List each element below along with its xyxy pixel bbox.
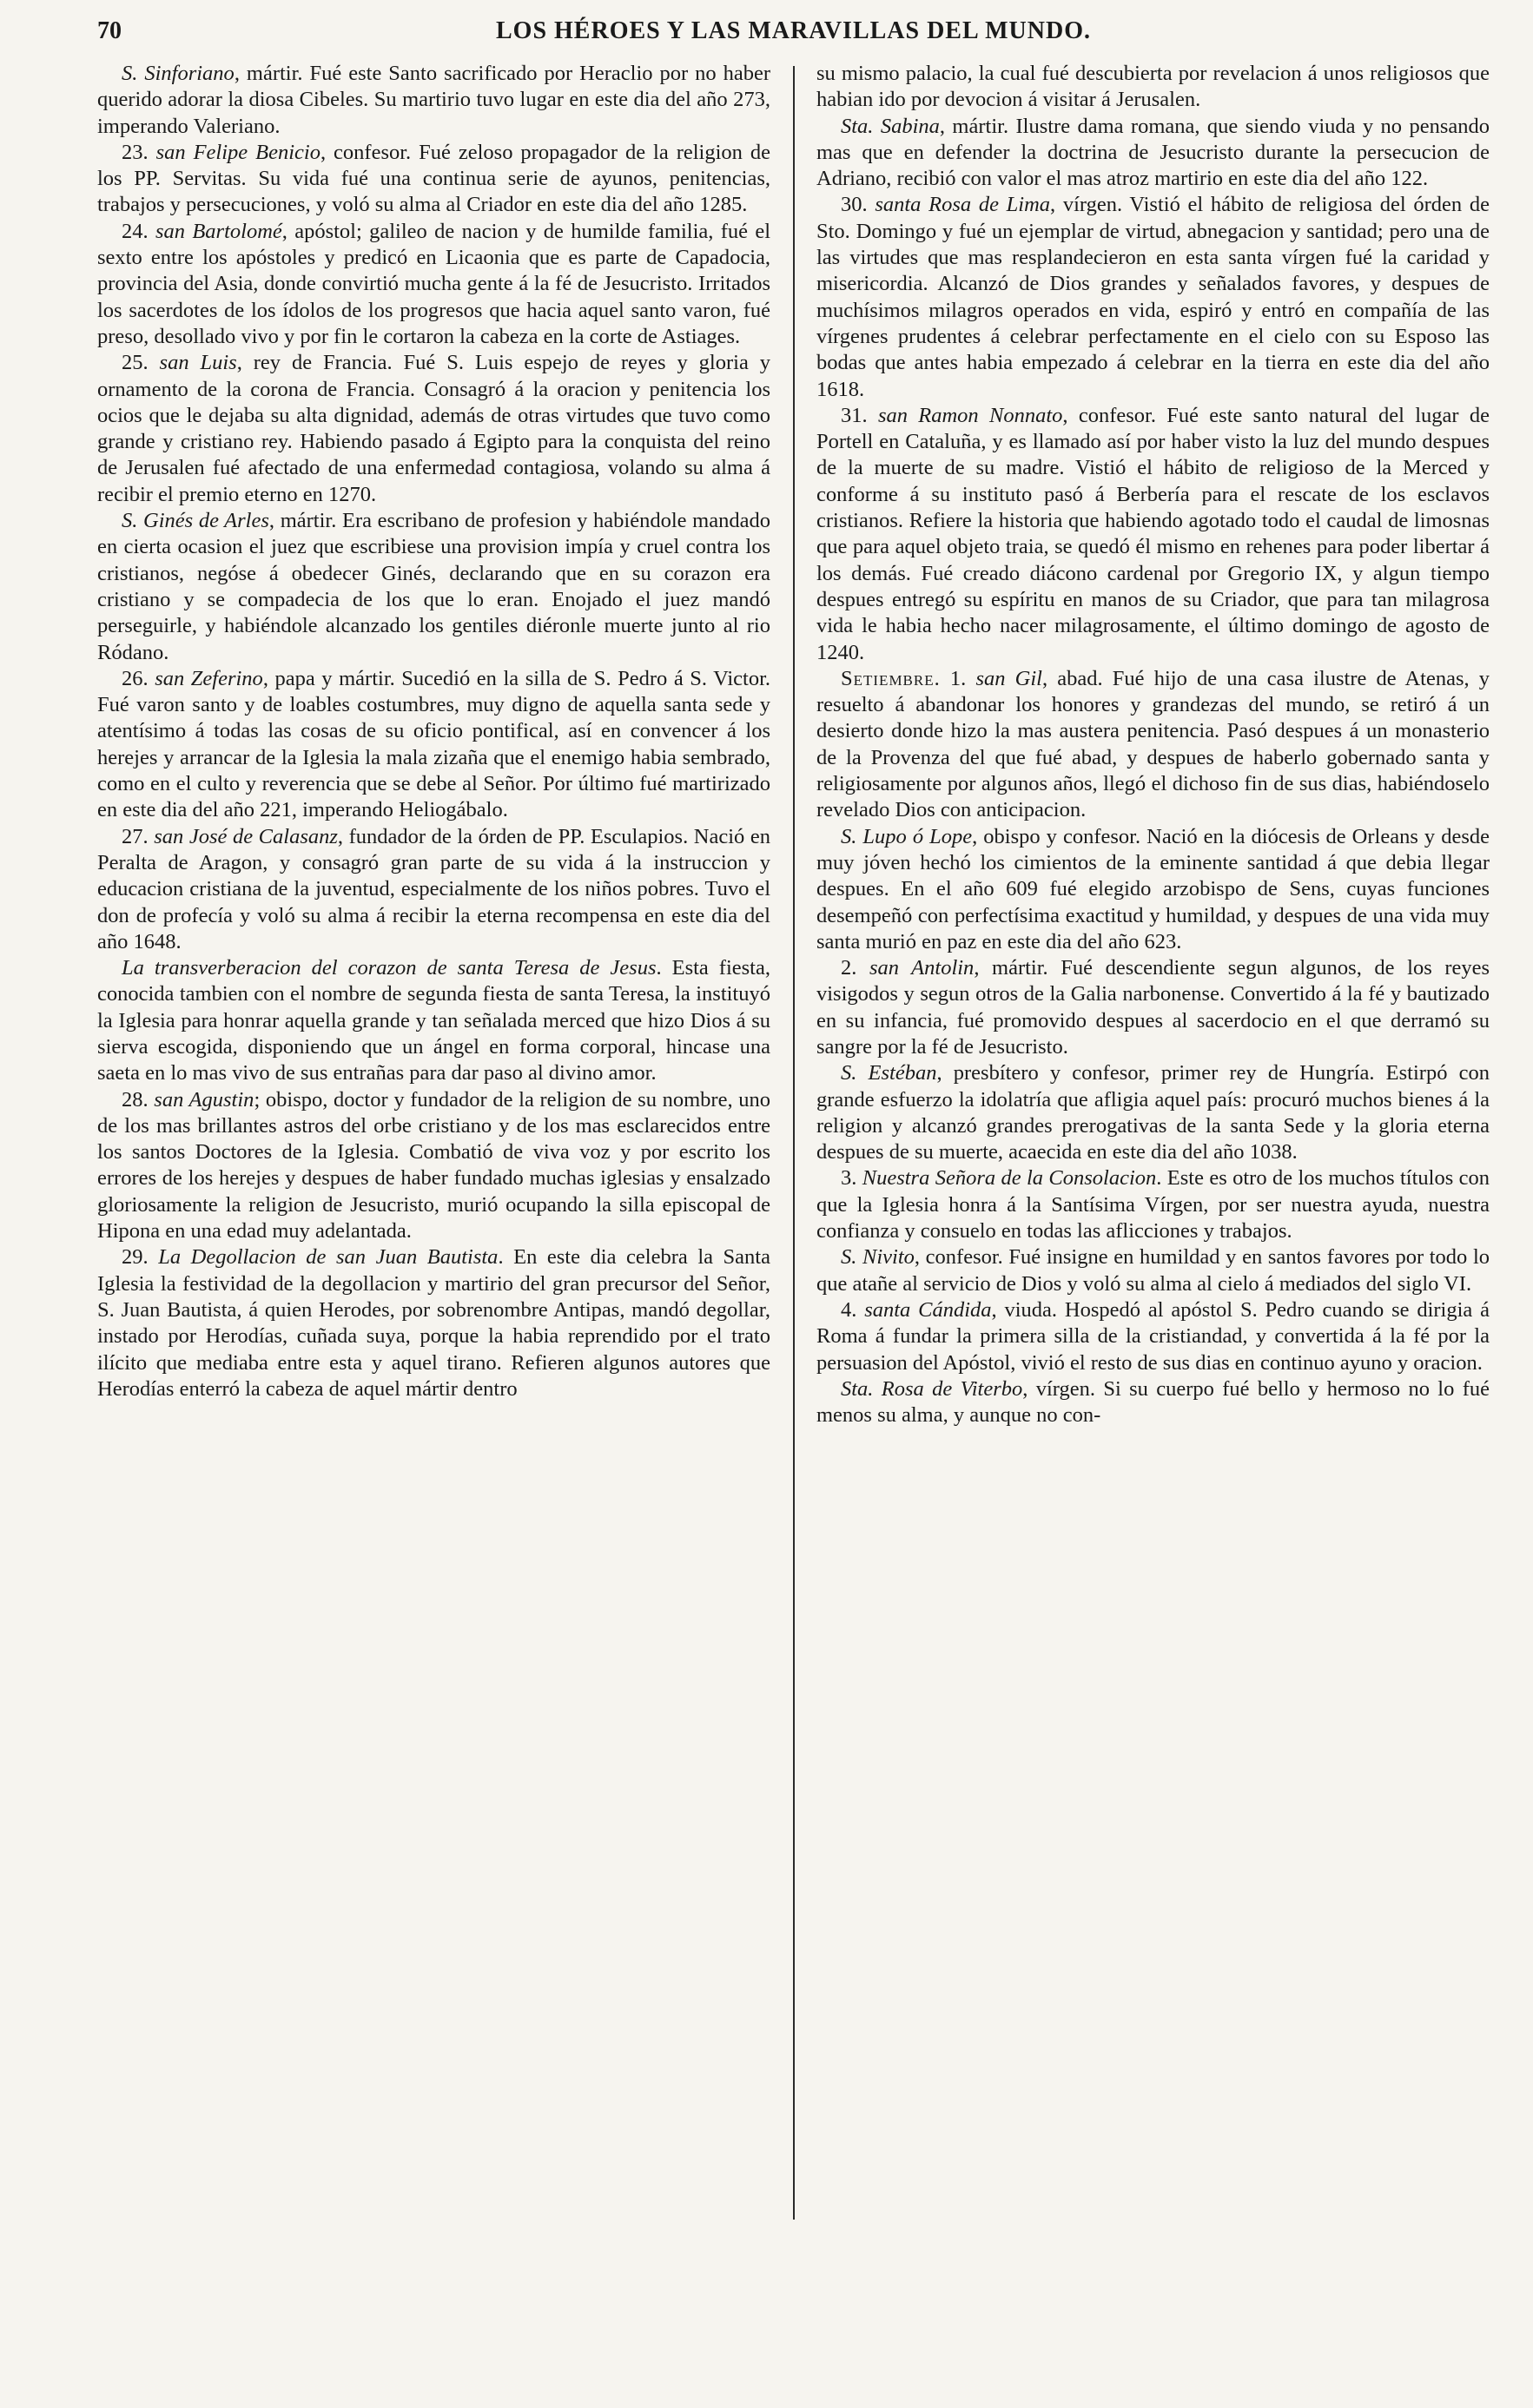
entry-text: ; obispo, doctor y fundador de la religion de su nombre, uno de los mas brillantes astros del orbe cristiano y de los mas esclarecidos entre los santos Doctores de la Iglesia. Combatió de viva voz y por escrito los errores de los herejes y despues de haber fundado muchas iglesias y ensalzado gloriosamente la religion de Jesucristo, murió ocupando la silla episcopal de Hipona en una edad muy adelantada. [97,1087,771,1244]
saint-name: san Gil [975,666,1042,690]
entry-text: su mismo palacio, la cual fué descubierta por revelacion á unos religiosos que habian ido por devocion á visitar á Jerusalen. [816,62,1490,112]
entry-text: , vírgen. Si su cuerpo fué bello y hermoso no lo fué menos su alma, y aunque no con- [816,1376,1490,1428]
entry-paragraph [97,61,770,140]
saint-name: S. Ginés de Arles [122,509,269,533]
entry-paragraph [97,508,770,666]
column-rule [793,66,795,2220]
day-number: 3. [841,1166,857,1191]
saint-name: La transverberacion del corazon de santa Teresa de Jesus [122,956,657,980]
left-column [97,61,770,2220]
entry-paragraph [97,666,770,824]
saint-name: san Zeferino [155,666,263,690]
entry-paragraph [97,824,770,955]
entry-paragraph [816,955,1490,1060]
entry-text: , rey de Francia. Fué S. Luis espejo de reyes y gloria y ornamento de la corona de Francia. Consagró á la oracion y penitencia los ocios que le dejaba su alta dignidad, además de otras virtudes que tuvo como grande y cristiano rey. Habiendo pasado á Egipto para la conquista del reino de Jerusalen fué afectado de una enfermedad contagiosa, volando su alma á recibir el premio eterno en 1270. [97,351,770,506]
saint-name: santa Rosa de Lima [875,193,1051,217]
day-number: 23. [122,140,149,164]
entry-text: , apóstol; galileo de nacion y de humilde familia, fué el sexto entre los apóstoles y predicó en Licaonia que es parte de Capadocia, provincia del Asia, donde convirtió mucha gente á la fé de Jesucristo. Irritados los sacerdotes de los ídolos de los progresos que hacia aquel santo varon, fué preso, desollado vivo y por fin le cortaron la cabeza en la corte de Astiages. [97,219,771,348]
entry-text: , confesor. Fué insigne en humildad y en santos favores por todo lo que atañe al servicio de Dios y voló su alma al cielo á mediados del siglo VI. [816,1245,1490,1296]
entry-paragraph [816,1297,1490,1376]
saint-name: santa Cándida [864,1297,992,1322]
day-number: 24. [122,219,149,243]
saint-name: san Felipe Benicio [155,140,320,164]
saint-name: S. Nivito [841,1245,915,1270]
entry-text: . Este es otro de los muchos títulos con que la Iglesia honra á la Santísima Vírgen, por ser nuestra ayuda, nuestra confianza y consuelo en todas las aflicciones y trabajos. [816,1166,1490,1244]
saint-name: La Degollacion de san Juan Bautista [158,1245,499,1270]
entry-text: , vírgen. Vistió el hábito de religiosa del órden de Sto. Domingo y fué un ejemplar de virtud, abnegacion y santidad; pero una de las virtudes que mas resplandecieron en esta santa vírgen fué la caridad y misericordia. Alcanzó de Dios grandes y señalados favores, y despues de muchísimos milagros operados en vida, espiró y entró en compañía de las vírgenes prudentes á celebrar perfectamente en el cielo con su Esposo las bodas que antes habia empezado á celebrar en la tierra en este dia del año 1618. [816,193,1490,401]
entry-text: , confesor. Fué este santo natural del lugar de Portell en Cataluña, y es llamado así por haber visto la luz del mundo despues de la muerte de su madre. Vistió el hábito de religioso de la Merced y conforme á su instituto pasó á Berbería para el rescate de los esclavos cristianos. Refiere la historia que habiendo agotado todo el caudal de limosnas que para aquel objeto traia, se quedó él mismo en rehenes para poder libertar á los demás. Fué creado diácono cardenal por Gregorio IX, y algun tiempo despues entregó su espíritu en manos de su Criador, que para tan milagrosa vida le habia hecho nacer milagrosamente, el último domingo de agosto de 1240. [816,403,1490,664]
day-number: 25. [122,351,149,375]
day-number: 1. [949,666,967,690]
saint-name: Sta. Sabina [841,114,940,138]
entry-paragraph [97,1087,770,1245]
saint-name: san Agustin [154,1087,254,1112]
entry-paragraph [816,1376,1490,1429]
day-number: 29. [122,1245,149,1270]
saint-name: Nuestra Señora de la Consolacion [862,1166,1157,1191]
entry-paragraph [816,666,1490,824]
entry-text: . Esta fiesta, conocida tambien con el nombre de segunda fiesta de santa Teresa, la instituyó la Iglesia para honrar aquella grande y tan señalada merced que hizo Dios á su sierva escogida, disponiendo que un ángel en forma corporal, hincase una saeta en lo mas vivo de sus entrañas para dar paso al divino amor. [97,956,770,1085]
entry-paragraph [816,114,1490,193]
entry-text: , mártir. Era escribano de profesion y habiéndole mandado en cierta ocasion el juez que escribiese una provision impía y cruel contra los cristianos, negóse á obedecer Ginés, declarando que en su corazon era cristiano y se compadecia de los que lo eran. Enojado el juez mandó perseguirle, y habiéndole alcanzado los gentiles diéronle muerte junto al rio Ródano. [97,509,770,664]
entry-text: , fundador de la órden de PP. Esculapios. Nació en Peralta de Aragon, y consagró gran parte de su vida á la instruccion y educacion cristiana de la juventud, especialmente de los niños pobres. Tuvo el don de profecía y voló su alma á recibir la eterna recompensa en este dia del año 1648. [97,824,770,953]
entry-paragraph [816,1060,1490,1165]
entry-paragraph [97,219,770,350]
entry-paragraph [97,350,770,508]
entry-paragraph [97,140,770,219]
entry-text: , papa y mártir. Sucedió en la silla de S. Pedro á S. Victor. Fué varon santo y de loables costumbres, muy digno de aquella santa sede y atentísimo á todas las cosas de su oficio pontifical, así en convencer á los herejes y arrancar de la Iglesia la mala zizaña que el enemigo habia sembrado, como en el culto y reverencia que se debe al Señor. Por último fué martirizado en este dia del año 221, imperando Heliogábalo. [97,666,771,822]
right-column [816,61,1490,2220]
entry-text: , abad. Fué hijo de una casa ilustre de Atenas, y resuelto á abandonar los honores y grandezas del mundo, se retiró á un desierto donde hizo la mas austera penitencia. Pasó despues á un monasterio de la Provenza del que fué abad, y despues de haberlo gobernado santa y religiosamente por algunos años, llegó el dichoso fin de sus dias, habiéndoselo revelado Dios con anticipacion. [816,666,1490,822]
entry-text: , presbítero y confesor, primer rey de Hungría. Estirpó con grande esfuerzo la idolatría que afligia aquel país: procuró muchos bienes á la religion y alcanzó grandes prerogativas de la santa Sede y la gloria eterna despues de su muerte, acaecida en este dia del año 1038. [816,1061,1490,1164]
saint-name: san Bartolomé [155,219,282,243]
day-number: 31. [841,403,868,427]
day-number: 28. [122,1087,149,1112]
day-number: 26. [122,666,149,690]
day-number: 4. [841,1297,857,1322]
entry-text: . En este dia celebra la Santa Iglesia la festividad de la degollacion y martirio del gran precursor del Señor, S. Juan Bautista, á quien Herodes, por sobrenombre Antipas, mandó degollar, instado por Herodías, cuñada suya, porque la habia reprendido por el trato ilícito que mediaba entre esta y aquel tirano. Refieren algunos autores que Herodías enterró la cabeza de aquel mártir dentro [97,1245,770,1401]
running-header [97,9,1490,54]
saint-name: S. Estéban [841,1061,937,1085]
saint-name: S. Sinforiano [122,62,235,85]
saint-name: S. Lupo ó Lope [841,824,973,848]
saint-name: san Luis [159,351,237,375]
entry-paragraph [816,192,1490,402]
saint-name: Sta. Rosa de Viterbo [841,1376,1023,1401]
entry-paragraph [97,1244,770,1402]
entry-text: , obispo y confesor. Nació en la diócesis de Orleans y desde muy jóven hechó los cimientos de la eminente santidad á que debia llegar despues. En el año 609 fué elegido arzobispo de Sens, cuyas funciones desempeñó con perfectísima exactitud y humildad, y despues de una vida muy santa murió en paz en este dia del año 623. [816,824,1490,953]
text-columns [97,61,1490,2220]
entry-paragraph [97,955,770,1086]
page-number: 70 [97,17,122,44]
entry-paragraph [816,824,1490,955]
saint-name: san Antolin [869,956,975,980]
saint-name: san Ramon Nonnato [877,403,1063,427]
entry-text: , mártir. Fué este Santo sacrificado por Heraclio por no haber querido adorar la diosa Cibeles. Su martirio tuvo lugar en este dia del año 273, imperando Valeriano. [97,62,770,138]
entry-text: , mártir. Ilustre dama romana, que siendo viuda y no pensando mas que en defender la doctrina de Jesucristo durante la persecucion de Adriano, recibió con valor el mas atroz martirio en este dia del año 122. [816,114,1490,191]
entry-paragraph [816,1165,1490,1244]
entry-text: , mártir. Fué descendiente segun algunos, de los reyes visigodos y segun otros de la Galia narbonense. Convertido á la fé y bautizado en su infancia, fué promovido despues al sacerdocio en el que derramó su sangre por la fé de Jesucristo. [816,956,1490,1059]
saint-name: san José de Calasanz [154,824,338,848]
entry-paragraph [816,1244,1490,1297]
month-heading: Setiembre. [841,666,941,690]
entry-text: , viuda. Hospedó al apóstol S. Pedro cuando se dirigia á Roma á fundar la primera silla de la cristiandad, y convertida á la fé por la persuasion del Apóstol, vivió el resto de sus dias en continuo ayuno y oracion. [816,1297,1490,1375]
day-number: 27. [122,824,149,848]
day-number: 2. [841,956,857,980]
running-title: LOS HÉROES Y LAS MARAVILLAS DEL MUNDO. [496,17,1091,44]
entry-text: , confesor. Fué zeloso propagador de la religion de los PP. Servitas. Su vida fué una continua serie de ayunos, penitencias, trabajos y persecuciones, y voló su alma al Criador en este dia del año 1285. [97,140,770,217]
entry-paragraph [816,403,1490,666]
entry-paragraph [816,61,1490,114]
day-number: 30. [841,193,868,217]
